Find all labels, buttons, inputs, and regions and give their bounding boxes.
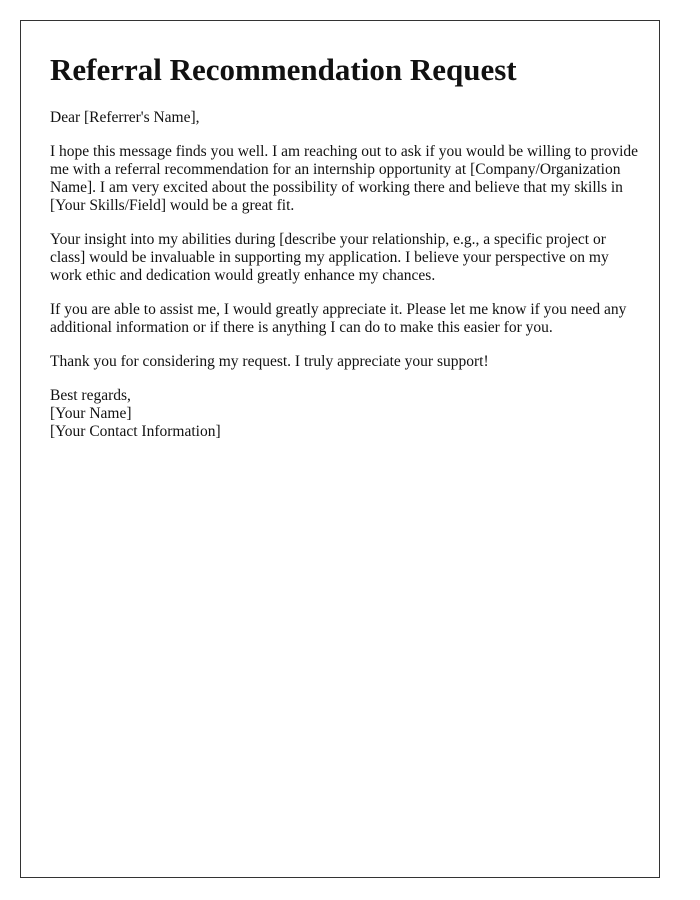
letter-sender-contact: [Your Contact Information] [50,423,221,440]
letter-paragraph-request: If you are able to assist me, I would greatly appreciate it. Please let me know if you need any additional information or if there is anything I can do to make this easier for you. [50,301,627,336]
letter-sender-name: [Your Name] [50,405,132,422]
letter-page [20,20,660,878]
letter-title: Referral Recommendation Request [50,52,517,87]
letter-sign-off: Best regards, [50,387,131,404]
letter-paragraph-thanks: Thank you for considering my request. I truly appreciate your support! [50,353,489,370]
letter-closing [50,387,640,441]
letter-content [50,51,640,441]
letter-salutation: Dear [Referrer's Name], [50,109,200,126]
letter-paragraph-intro: I hope this message finds you well. I am reaching out to ask if you would be willing to provide me with a referral recommendation for an internship opportunity at [Company/Organization Name]. I am very excited about the possibility of working there and believe that my skills in [Your Skills/Field] would be a great fit. [50,143,639,214]
letter-paragraph-insight: Your insight into my abilities during [describe your relationship, e.g., a specific project or class] would be invaluable in supporting my application. I believe your perspective on my work ethic and dedication would greatly enhance my chances. [50,231,609,284]
